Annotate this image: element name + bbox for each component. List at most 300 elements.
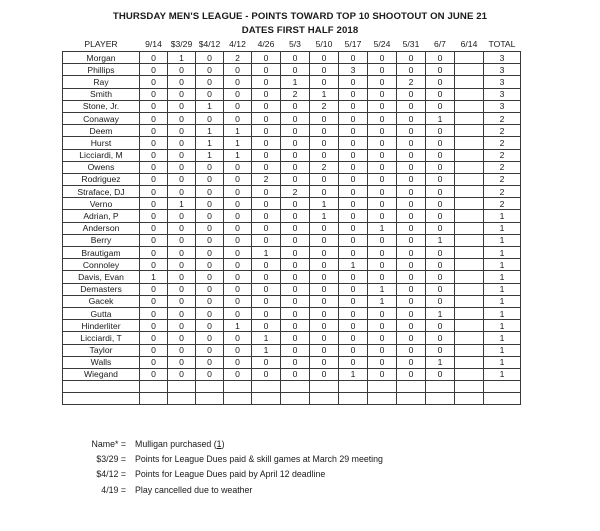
score-cell: 0	[426, 295, 455, 307]
score-cell: 0	[224, 344, 252, 356]
score-cell: 0	[196, 173, 224, 185]
score-cell: 0	[140, 222, 168, 234]
legend-description-text: Play cancelled due to weather	[135, 484, 253, 495]
score-cell	[455, 76, 484, 88]
score-cell: 0	[339, 307, 368, 319]
score-cell: 0	[168, 320, 196, 332]
score-cell: 0	[196, 112, 224, 124]
score-cell: 0	[310, 76, 339, 88]
score-cell: 0	[252, 259, 281, 271]
column-header: 5/31	[402, 39, 420, 49]
score-cell: 0	[339, 247, 368, 259]
column-header: TOTAL	[488, 39, 516, 49]
score-cell: 1	[224, 137, 252, 149]
player-name-cell: Taylor	[63, 344, 140, 356]
score-cell: 0	[252, 234, 281, 246]
score-cell: 0	[224, 247, 252, 259]
score-cell: 0	[339, 283, 368, 295]
table-row	[63, 173, 521, 185]
score-cell: 0	[252, 161, 281, 173]
score-cell	[455, 137, 484, 149]
total-cell: 2	[484, 125, 521, 137]
score-cell: 0	[368, 173, 397, 185]
total-cell: 3	[484, 52, 521, 64]
score-cell: 0	[397, 283, 426, 295]
score-cell: 0	[140, 52, 168, 64]
score-cell: 0	[140, 88, 168, 100]
score-cell: 0	[252, 210, 281, 222]
score-cell: 0	[224, 88, 252, 100]
score-cell: 0	[252, 76, 281, 88]
score-cell: 0	[368, 234, 397, 246]
score-cell: 0	[426, 125, 455, 137]
score-cell: 0	[339, 125, 368, 137]
score-cell: 0	[224, 332, 252, 344]
total-cell: 2	[484, 149, 521, 161]
table-row	[63, 52, 521, 64]
score-cell: 0	[252, 295, 281, 307]
score-cell: 0	[397, 332, 426, 344]
score-cell: 2	[224, 52, 252, 64]
sheet-subtitle: DATES FIRST HALF 2018	[241, 25, 359, 36]
total-cell: 1	[484, 307, 521, 319]
score-cell	[455, 52, 484, 64]
score-cell: 0	[310, 307, 339, 319]
column-header: 5/24	[373, 39, 391, 49]
score-cell	[455, 307, 484, 319]
score-cell: 0	[426, 88, 455, 100]
player-name-cell: Ray	[63, 76, 140, 88]
score-cell: 0	[224, 186, 252, 198]
player-name-cell: Rodriguez	[63, 173, 140, 185]
score-cell: 0	[224, 283, 252, 295]
score-cell: 0	[397, 125, 426, 137]
player-name-cell: Adrian, P	[63, 210, 140, 222]
column-header: $4/12	[198, 39, 221, 49]
score-cell: 0	[281, 137, 310, 149]
score-cell: 0	[140, 210, 168, 222]
score-cell: 0	[224, 210, 252, 222]
legend-description	[135, 454, 383, 464]
score-cell: 0	[252, 283, 281, 295]
score-cell: 0	[397, 173, 426, 185]
score-cell: 0	[426, 137, 455, 149]
total-cell: 1	[484, 234, 521, 246]
player-name-cell: Morgan	[63, 52, 140, 64]
score-cell: 0	[368, 210, 397, 222]
score-cell: 0	[252, 112, 281, 124]
score-cell: 0	[196, 88, 224, 100]
score-cell: 0	[426, 332, 455, 344]
score-cell: 0	[168, 76, 196, 88]
empty-cell	[310, 381, 339, 393]
score-cell: 0	[339, 320, 368, 332]
score-cell: 0	[168, 149, 196, 161]
score-cell: 0	[368, 100, 397, 112]
empty-cell	[455, 393, 484, 405]
table-row	[63, 64, 521, 76]
score-cell: 0	[224, 100, 252, 112]
score-cell: 0	[281, 234, 310, 246]
score-cell: 0	[397, 88, 426, 100]
column-header: 5/17	[344, 39, 362, 49]
total-cell: 2	[484, 112, 521, 124]
player-name-cell: Conaway	[63, 112, 140, 124]
score-cell: 0	[168, 210, 196, 222]
score-cell: 0	[368, 52, 397, 64]
score-cell: 0	[281, 271, 310, 283]
empty-cell	[196, 393, 224, 405]
score-cell: 0	[281, 259, 310, 271]
table-row	[63, 247, 521, 259]
score-cell: 0	[168, 259, 196, 271]
score-cell: 0	[281, 52, 310, 64]
score-cell: 0	[168, 356, 196, 368]
total-cell: 1	[484, 210, 521, 222]
empty-cell	[397, 381, 426, 393]
score-cell: 0	[140, 100, 168, 112]
score-cell: 1	[252, 332, 281, 344]
table-row	[63, 259, 521, 271]
score-cell	[455, 149, 484, 161]
score-cell: 1	[224, 125, 252, 137]
score-cell: 0	[397, 52, 426, 64]
score-cell: 0	[310, 137, 339, 149]
points-table	[62, 37, 521, 405]
table-row	[63, 100, 521, 112]
player-name-cell: Berry	[63, 234, 140, 246]
score-cell: 0	[252, 186, 281, 198]
score-cell: 0	[140, 234, 168, 246]
table-row	[63, 271, 521, 283]
score-cell: 0	[310, 259, 339, 271]
score-cell: 0	[281, 307, 310, 319]
score-cell: 1	[426, 356, 455, 368]
score-cell: 1	[368, 283, 397, 295]
score-cell: 0	[339, 234, 368, 246]
total-cell: 2	[484, 173, 521, 185]
score-cell: 0	[196, 234, 224, 246]
score-cell: 1	[310, 198, 339, 210]
score-cell: 0	[281, 283, 310, 295]
score-cell	[455, 332, 484, 344]
table-row	[63, 283, 521, 295]
score-cell: 0	[252, 368, 281, 380]
score-cell	[455, 222, 484, 234]
score-cell: 0	[224, 198, 252, 210]
empty-cell	[168, 381, 196, 393]
empty-cell	[455, 381, 484, 393]
score-cell: 0	[368, 198, 397, 210]
table-row	[63, 125, 521, 137]
player-name-cell: Licciardi, M	[63, 149, 140, 161]
score-cell: 3	[339, 64, 368, 76]
score-cell: 0	[140, 332, 168, 344]
score-cell: 0	[140, 137, 168, 149]
empty-cell	[368, 381, 397, 393]
player-name-cell: Hinderliter	[63, 320, 140, 332]
score-cell: 0	[196, 222, 224, 234]
score-cell: 0	[168, 234, 196, 246]
score-cell: 0	[397, 368, 426, 380]
score-cell: 0	[426, 64, 455, 76]
score-cell: 0	[310, 247, 339, 259]
legend-description-end: )	[221, 438, 225, 449]
score-cell: 0	[397, 247, 426, 259]
score-cell: 0	[168, 100, 196, 112]
score-cell: 1	[252, 344, 281, 356]
score-cell: 0	[397, 295, 426, 307]
score-cell: 0	[281, 368, 310, 380]
score-cell: 0	[196, 320, 224, 332]
score-cell: 0	[339, 88, 368, 100]
player-name-cell: Walls	[63, 356, 140, 368]
score-cell: 0	[140, 112, 168, 124]
score-cell	[455, 283, 484, 295]
score-cell: 0	[140, 295, 168, 307]
score-cell	[455, 320, 484, 332]
score-cell: 0	[252, 64, 281, 76]
score-cell: 0	[339, 173, 368, 185]
score-cell: 0	[397, 64, 426, 76]
score-cell: 0	[426, 210, 455, 222]
player-name-cell: Phillips	[63, 64, 140, 76]
score-cell: 0	[140, 198, 168, 210]
score-cell: 1	[168, 198, 196, 210]
empty-cell	[339, 393, 368, 405]
score-cell: 0	[196, 307, 224, 319]
score-cell: 0	[168, 112, 196, 124]
score-cell: 0	[168, 271, 196, 283]
score-cell: 0	[426, 198, 455, 210]
table-row	[63, 356, 521, 368]
table-row	[63, 332, 521, 344]
score-cell: 1	[168, 52, 196, 64]
score-cell	[455, 356, 484, 368]
total-cell: 1	[484, 222, 521, 234]
empty-cell	[224, 393, 252, 405]
table-row	[63, 198, 521, 210]
score-cell: 0	[252, 198, 281, 210]
score-cell: 0	[310, 356, 339, 368]
score-cell: 0	[426, 283, 455, 295]
score-cell: 0	[339, 271, 368, 283]
score-cell: 0	[168, 368, 196, 380]
score-cell: 0	[140, 186, 168, 198]
score-cell: 0	[281, 247, 310, 259]
total-cell: 1	[484, 332, 521, 344]
score-cell: 2	[397, 76, 426, 88]
table-row	[63, 88, 521, 100]
score-cell: 0	[168, 247, 196, 259]
empty-cell	[339, 381, 368, 393]
score-cell: 0	[397, 112, 426, 124]
table-row	[63, 344, 521, 356]
score-cell: 0	[140, 356, 168, 368]
score-cell: 0	[339, 186, 368, 198]
empty-cell	[63, 393, 140, 405]
score-cell: 0	[252, 137, 281, 149]
empty-cell	[168, 393, 196, 405]
table-row	[63, 137, 521, 149]
score-cell	[455, 112, 484, 124]
legend-key: $4/12 =	[96, 469, 126, 480]
score-cell: 0	[339, 295, 368, 307]
score-cell: 0	[140, 161, 168, 173]
score-cell: 0	[426, 247, 455, 259]
score-cell: 0	[368, 76, 397, 88]
score-cell: 0	[368, 344, 397, 356]
score-cell: 0	[310, 271, 339, 283]
empty-cell	[281, 381, 310, 393]
table-row	[63, 161, 521, 173]
score-cell: 0	[140, 307, 168, 319]
player-name-cell: Smith	[63, 88, 140, 100]
score-cell: 0	[339, 76, 368, 88]
score-cell: 0	[196, 247, 224, 259]
score-cell: 0	[281, 210, 310, 222]
legend-description-text: Mulligan purchased (	[135, 438, 217, 449]
blank-row	[63, 381, 521, 393]
score-cell: 1	[368, 222, 397, 234]
score-cell: 0	[224, 356, 252, 368]
player-name-cell: Connoley	[63, 259, 140, 271]
total-cell: 2	[484, 137, 521, 149]
legend-row	[82, 436, 383, 451]
player-name-cell: Demasters	[63, 283, 140, 295]
score-cell: 0	[168, 161, 196, 173]
score-cell: 0	[281, 320, 310, 332]
score-cell: 0	[224, 307, 252, 319]
empty-cell	[252, 381, 281, 393]
score-cell: 0	[339, 52, 368, 64]
score-cell: 0	[310, 222, 339, 234]
score-cell: 1	[196, 100, 224, 112]
column-header: 4/26	[257, 39, 275, 49]
column-header: 4/12	[229, 39, 246, 49]
table-row	[63, 76, 521, 88]
score-cell: 0	[426, 368, 455, 380]
score-cell: 0	[196, 186, 224, 198]
score-cell: 1	[426, 307, 455, 319]
total-cell: 1	[484, 344, 521, 356]
score-cell: 0	[310, 295, 339, 307]
total-cell: 1	[484, 320, 521, 332]
player-name-cell: Anderson	[63, 222, 140, 234]
score-cell: 0	[368, 186, 397, 198]
score-cell: 0	[168, 332, 196, 344]
player-name-cell: Stone, Jr.	[63, 100, 140, 112]
table-row	[63, 307, 521, 319]
score-cell: 0	[310, 234, 339, 246]
empty-cell	[426, 393, 455, 405]
score-cell: 0	[281, 149, 310, 161]
player-name-cell: Brautigam	[63, 247, 140, 259]
score-cell: 0	[368, 247, 397, 259]
score-cell: 2	[310, 161, 339, 173]
empty-cell	[281, 393, 310, 405]
score-cell: 0	[339, 344, 368, 356]
score-cell	[455, 161, 484, 173]
score-cell: 1	[196, 137, 224, 149]
score-cell: 1	[196, 125, 224, 137]
blank-row	[63, 393, 521, 405]
score-cell: 0	[252, 52, 281, 64]
score-cell: 0	[368, 125, 397, 137]
score-cell: 0	[224, 234, 252, 246]
table-row	[63, 149, 521, 161]
score-cell: 1	[196, 149, 224, 161]
score-cell: 0	[339, 161, 368, 173]
legend-row	[82, 451, 383, 466]
total-cell: 3	[484, 100, 521, 112]
score-cell: 1	[339, 259, 368, 271]
empty-cell	[224, 381, 252, 393]
score-cell	[455, 234, 484, 246]
score-cell	[455, 88, 484, 100]
score-cell: 0	[281, 125, 310, 137]
score-cell: 0	[339, 149, 368, 161]
score-cell: 2	[281, 88, 310, 100]
legend-key: 4/19 =	[101, 484, 126, 495]
score-cell: 1	[310, 210, 339, 222]
score-cell: 0	[252, 222, 281, 234]
total-cell: 1	[484, 271, 521, 283]
score-cell: 0	[168, 307, 196, 319]
score-cell: 0	[168, 125, 196, 137]
score-cell	[455, 198, 484, 210]
score-cell: 1	[252, 247, 281, 259]
player-name-cell: Deem	[63, 125, 140, 137]
score-cell: 0	[196, 368, 224, 380]
legend-row	[82, 482, 383, 497]
score-cell: 0	[168, 173, 196, 185]
empty-cell	[140, 381, 168, 393]
column-header: 5/10	[315, 39, 333, 49]
score-cell: 1	[224, 149, 252, 161]
score-cell	[455, 173, 484, 185]
score-cell: 0	[426, 222, 455, 234]
score-cell: 0	[196, 64, 224, 76]
legend-description	[135, 439, 225, 449]
score-cell: 0	[368, 307, 397, 319]
score-cell: 1	[140, 271, 168, 283]
score-cell: 0	[281, 112, 310, 124]
score-cell: 0	[196, 356, 224, 368]
score-cell: 0	[426, 76, 455, 88]
score-cell: 0	[252, 125, 281, 137]
score-cell: 0	[281, 64, 310, 76]
score-cell: 0	[426, 186, 455, 198]
empty-cell	[484, 381, 521, 393]
score-cell: 0	[140, 283, 168, 295]
score-cell: 0	[252, 100, 281, 112]
legend-description-text: Points for League Dues paid & skill games at March 29 meeting	[135, 454, 383, 465]
score-cell: 0	[281, 198, 310, 210]
score-cell: 0	[224, 64, 252, 76]
total-cell: 1	[484, 247, 521, 259]
score-cell: 0	[140, 247, 168, 259]
score-cell: 0	[252, 320, 281, 332]
score-cell: 0	[310, 320, 339, 332]
score-cell: 0	[310, 344, 339, 356]
player-name-cell: Wiegand	[63, 368, 140, 380]
score-cell	[455, 210, 484, 222]
legend	[82, 436, 383, 498]
column-header: 9/14	[145, 39, 162, 49]
total-cell: 1	[484, 295, 521, 307]
score-cell: 0	[281, 344, 310, 356]
